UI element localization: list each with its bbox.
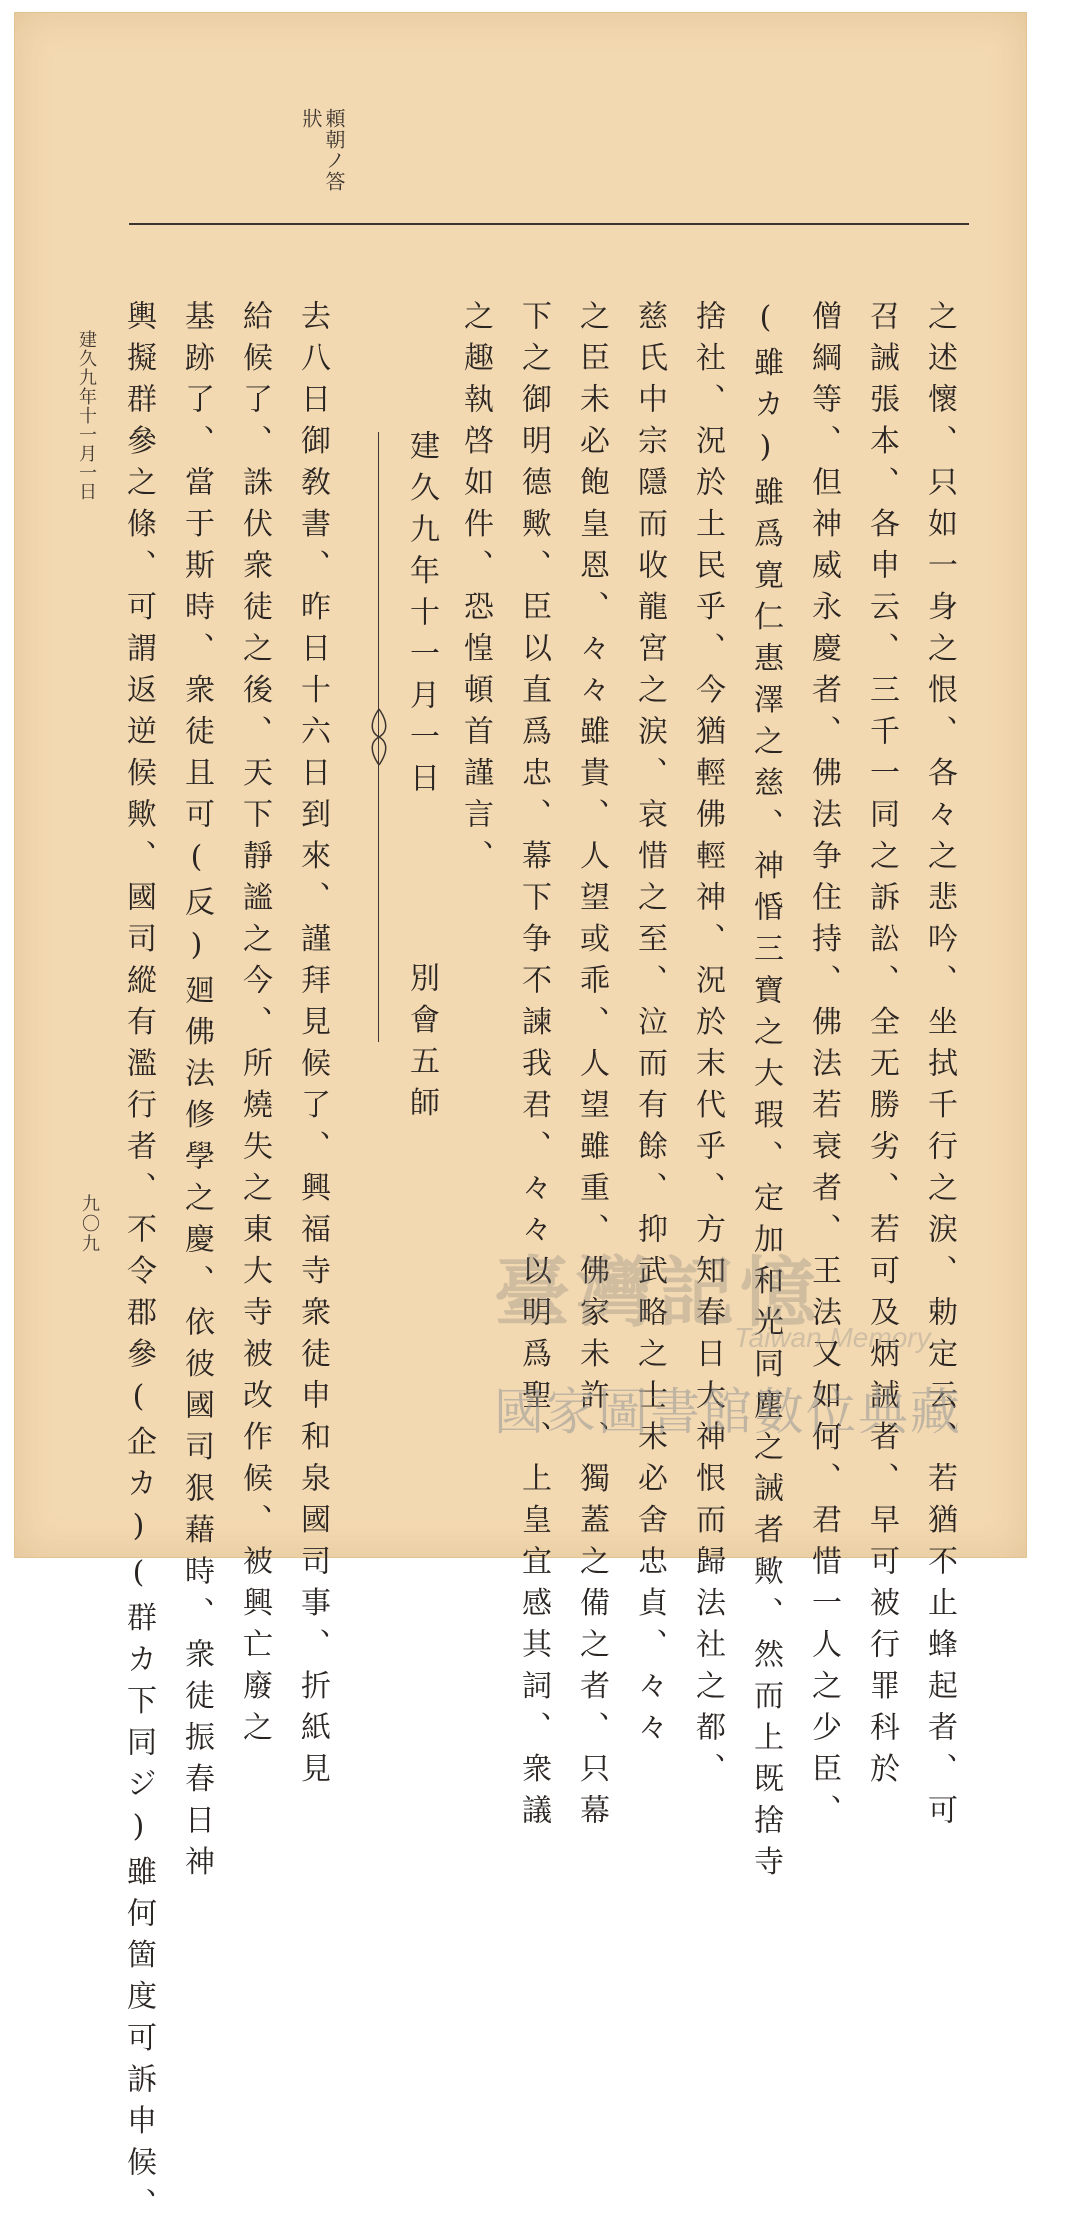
watermark-english: Taiwan Memory (734, 1322, 931, 1353)
running-footer-date: 建久九年十一月一日 (76, 330, 97, 501)
closing-sender: 別會五師 (404, 962, 439, 1128)
watermark-chinese: 國家圖書館數位典藏 (494, 1383, 962, 1441)
page-header-title: 頼朝ノ答狀 (299, 108, 346, 192)
main-text-column: 慈氏中宗隱而收龍宮之涙、哀惜之至、泣而有餘、抑武略之士未必舍忠貞、々々 (632, 300, 667, 1753)
main-text-column: 之臣未必飽皇恩、々々雖貴、人望或乖、人望雖重、佛家未許、獨蓋之備之者、只幕 (574, 300, 609, 1836)
main-text-column: (雖カ)雖爲寛仁惠澤之慈、神惛三寶之大瑕、定加和光同塵之誡者歟、然而上既捨寺 (748, 300, 783, 1887)
reply-text-column: 給候了、誅伏衆徒之後、天下靜謐之今、所燒失之東大寺被改作候、被興亡廢之 (237, 300, 272, 1753)
main-text-column: 召誡張本、各申云、三千一同之訴訟、全无勝劣、若可及炳誡者、早可被行罪科於 (864, 300, 899, 1794)
main-text-column: 僧綱等、但神威永慶者、佛法争住持、佛法若衰者、王法又如何、君惜一人之少臣、 (806, 300, 841, 1836)
main-text-column: 之趣執啓如件、恐惶頓首謹言、 (458, 300, 493, 881)
main-text-column: 捨社、況於土民乎、今猶輕佛輕神、況於末代乎、方知春日大神恨而歸法社之都、 (690, 300, 725, 1794)
reply-text-column: 輿擬群參之條、可謂返逆候歟、國司縱有濫行者、不令郡參(企カ)(群カ下同ジ)雖何箇度可訴申候、 (121, 300, 156, 2229)
main-text-column: 之述懷、只如一身之恨、各々之悲吟、坐拭千行之涙、勅定云、若猶不止蜂起者、可 (922, 300, 957, 1836)
header-rule (129, 223, 969, 225)
reply-text-column: 去八日御敎書、昨日十六日到來、謹拜見候了、興福寺衆徒申和泉國司事、折紙見 (295, 300, 330, 1794)
watermark-logo: 臺灣記憶 (494, 1248, 822, 1337)
closing-date: 建久九年十一月一日 (404, 430, 439, 804)
divider-ornament-icon (366, 707, 392, 767)
main-text-column: 下之御明德歟、臣以直爲忠、幕下争不諫我君、々々以明爲聖、上皇宜感其詞、衆議 (516, 300, 551, 1836)
reply-text-column: 基跡了、當于斯時、衆徒且可(反)廻佛法修學之慶、依彼國司狠藉時、衆徒振春日神 (179, 300, 214, 1887)
document-page (14, 12, 1027, 2229)
page-number: 九〇九 (79, 1194, 100, 1254)
